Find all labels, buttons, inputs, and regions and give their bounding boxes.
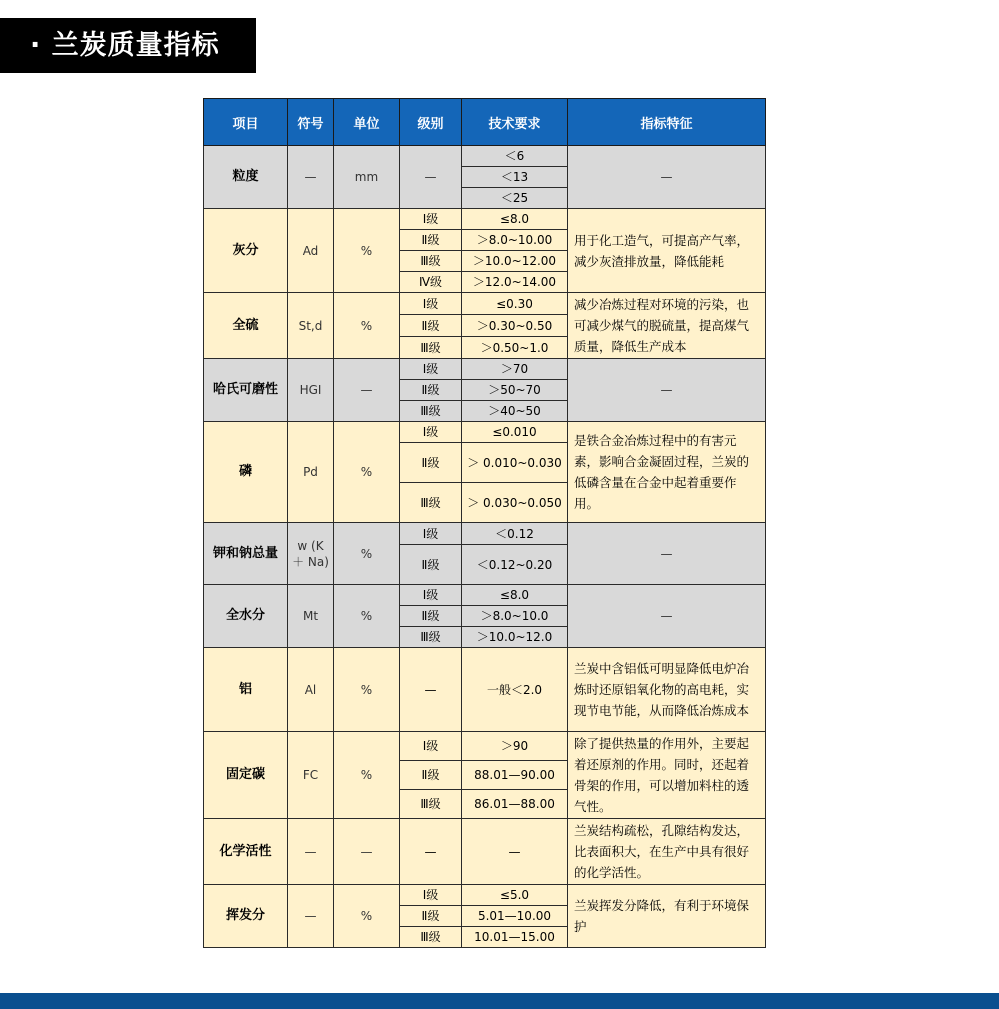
grade-cell: — bbox=[400, 819, 462, 885]
page-title: · 兰炭质量指标 bbox=[0, 18, 256, 73]
item-cell: 挥发分 bbox=[204, 885, 288, 948]
symbol-cell: FC bbox=[288, 732, 334, 819]
symbol-cell: — bbox=[288, 885, 334, 948]
requirement-cell: ≤8.0 bbox=[462, 585, 568, 606]
feature-cell: 减少冶炼过程对环境的污染，也可减少煤气的脱硫量，提高煤气质量，降低生产成本 bbox=[568, 293, 766, 359]
requirement-cell: ＞70 bbox=[462, 359, 568, 380]
grade-cell: Ⅰ级 bbox=[400, 359, 462, 380]
table-row bbox=[204, 359, 766, 380]
feature-cell: 除了提供热量的作用外，主要起着还原剂的作用。同时，还起着骨架的作用，可以增加料柱的透气性。 bbox=[568, 732, 766, 819]
item-cell: 哈氏可磨性 bbox=[204, 359, 288, 422]
unit-cell: — bbox=[334, 819, 400, 885]
feature-cell: — bbox=[568, 146, 766, 209]
item-cell: 全水分 bbox=[204, 585, 288, 648]
requirement-cell: ≤0.30 bbox=[462, 293, 568, 315]
requirement-cell: — bbox=[462, 819, 568, 885]
feature-cell: 兰炭结构疏松，孔隙结构发达，比表面积大，在生产中具有很好的化学活性。 bbox=[568, 819, 766, 885]
feature-cell: 用于化工造气，可提高产气率，减少灰渣排放量，降低能耗 bbox=[568, 209, 766, 293]
requirement-cell: ＜0.12 bbox=[462, 523, 568, 545]
table-row bbox=[204, 648, 766, 732]
requirement-cell: ＞50~70 bbox=[462, 380, 568, 401]
table-row bbox=[204, 523, 766, 545]
grade-cell: Ⅲ级 bbox=[400, 337, 462, 359]
requirement-cell: ≤5.0 bbox=[462, 885, 568, 906]
grade-cell: Ⅰ级 bbox=[400, 523, 462, 545]
unit-cell: % bbox=[334, 732, 400, 819]
table-header-row bbox=[204, 99, 766, 146]
bottom-bar bbox=[0, 993, 999, 1009]
feature-cell: — bbox=[568, 585, 766, 648]
requirement-cell: 5.01—10.00 bbox=[462, 906, 568, 927]
item-cell: 灰分 bbox=[204, 209, 288, 293]
grade-cell: Ⅰ级 bbox=[400, 422, 462, 443]
symbol-cell: — bbox=[288, 146, 334, 209]
requirement-cell: ＜25 bbox=[462, 188, 568, 209]
symbol-cell: w (K ＋ Na) bbox=[288, 523, 334, 585]
grade-cell: Ⅰ级 bbox=[400, 885, 462, 906]
grade-cell: Ⅱ级 bbox=[400, 761, 462, 790]
symbol-cell: Ad bbox=[288, 209, 334, 293]
grade-cell: Ⅱ级 bbox=[400, 443, 462, 483]
header-symbol: 符号 bbox=[288, 99, 334, 146]
grade-cell: Ⅱ级 bbox=[400, 906, 462, 927]
table-row bbox=[204, 885, 766, 906]
requirement-cell: ＜0.12~0.20 bbox=[462, 545, 568, 585]
table-body bbox=[204, 146, 766, 948]
grade-cell: Ⅱ级 bbox=[400, 230, 462, 251]
grade-cell: Ⅲ级 bbox=[400, 401, 462, 422]
grade-cell: Ⅳ级 bbox=[400, 272, 462, 293]
feature-cell: 是铁合金冶炼过程中的有害元素，影响合金凝固过程，兰炭的低磷含量在合金中起着重要作用。 bbox=[568, 422, 766, 523]
table-row bbox=[204, 209, 766, 230]
table-row bbox=[204, 585, 766, 606]
grade-cell: Ⅰ级 bbox=[400, 293, 462, 315]
grade-cell: Ⅰ级 bbox=[400, 209, 462, 230]
grade-cell: Ⅲ级 bbox=[400, 483, 462, 523]
table-row bbox=[204, 732, 766, 761]
requirement-cell: ＞8.0~10.00 bbox=[462, 230, 568, 251]
symbol-cell: Mt bbox=[288, 585, 334, 648]
grade-cell: Ⅲ级 bbox=[400, 927, 462, 948]
item-cell: 粒度 bbox=[204, 146, 288, 209]
requirement-cell: ＞10.0~12.0 bbox=[462, 627, 568, 648]
requirement-cell: ＞0.50~1.0 bbox=[462, 337, 568, 359]
symbol-cell: Al bbox=[288, 648, 334, 732]
grade-cell: — bbox=[400, 648, 462, 732]
header-feature: 指标特征 bbox=[568, 99, 766, 146]
requirement-cell: ≤8.0 bbox=[462, 209, 568, 230]
coke-quality-table bbox=[203, 98, 766, 948]
header-item: 项目 bbox=[204, 99, 288, 146]
unit-cell: % bbox=[334, 523, 400, 585]
requirement-cell: ≤0.010 bbox=[462, 422, 568, 443]
requirement-cell: ＞12.0~14.00 bbox=[462, 272, 568, 293]
table-row bbox=[204, 293, 766, 315]
grade-cell: Ⅲ级 bbox=[400, 627, 462, 648]
header-grade: 级别 bbox=[400, 99, 462, 146]
feature-cell: 兰炭挥发分降低，有利于环境保护 bbox=[568, 885, 766, 948]
grade-cell: Ⅱ级 bbox=[400, 545, 462, 585]
requirement-cell: ＜6 bbox=[462, 146, 568, 167]
item-cell: 钾和钠总量 bbox=[204, 523, 288, 585]
unit-cell: mm bbox=[334, 146, 400, 209]
unit-cell: % bbox=[334, 209, 400, 293]
item-cell: 磷 bbox=[204, 422, 288, 523]
unit-cell: — bbox=[334, 359, 400, 422]
header-unit: 单位 bbox=[334, 99, 400, 146]
requirement-cell: 88.01—90.00 bbox=[462, 761, 568, 790]
unit-cell: % bbox=[334, 648, 400, 732]
symbol-cell: — bbox=[288, 819, 334, 885]
grade-cell: Ⅱ级 bbox=[400, 380, 462, 401]
feature-cell: 兰炭中含铝低可明显降低电炉冶炼时还原铝氧化物的高电耗，实现节电节能，从而降低冶炼成本 bbox=[568, 648, 766, 732]
grade-cell: Ⅲ级 bbox=[400, 251, 462, 272]
requirement-cell: ＞ 0.030~0.050 bbox=[462, 483, 568, 523]
table-row bbox=[204, 819, 766, 885]
unit-cell: % bbox=[334, 885, 400, 948]
table-row bbox=[204, 146, 766, 167]
requirement-cell: 一般＜2.0 bbox=[462, 648, 568, 732]
table-row bbox=[204, 422, 766, 443]
symbol-cell: St,d bbox=[288, 293, 334, 359]
grade-cell: — bbox=[400, 146, 462, 209]
item-cell: 化学活性 bbox=[204, 819, 288, 885]
unit-cell: % bbox=[334, 293, 400, 359]
symbol-cell: Pd bbox=[288, 422, 334, 523]
header-requirement: 技术要求 bbox=[462, 99, 568, 146]
requirement-cell: ＜13 bbox=[462, 167, 568, 188]
symbol-cell: HGI bbox=[288, 359, 334, 422]
feature-cell: — bbox=[568, 359, 766, 422]
grade-cell: Ⅱ级 bbox=[400, 606, 462, 627]
requirement-cell: ＞8.0~10.0 bbox=[462, 606, 568, 627]
requirement-cell: ＞ 0.010~0.030 bbox=[462, 443, 568, 483]
grade-cell: Ⅲ级 bbox=[400, 790, 462, 819]
requirement-cell: 86.01—88.00 bbox=[462, 790, 568, 819]
requirement-cell: ＞40~50 bbox=[462, 401, 568, 422]
feature-cell: — bbox=[568, 523, 766, 585]
unit-cell: % bbox=[334, 422, 400, 523]
grade-cell: Ⅰ级 bbox=[400, 732, 462, 761]
grade-cell: Ⅱ级 bbox=[400, 315, 462, 337]
item-cell: 固定碳 bbox=[204, 732, 288, 819]
requirement-cell: ＞90 bbox=[462, 732, 568, 761]
requirement-cell: ＞0.30~0.50 bbox=[462, 315, 568, 337]
requirement-cell: ＞10.0~12.00 bbox=[462, 251, 568, 272]
unit-cell: % bbox=[334, 585, 400, 648]
item-cell: 全硫 bbox=[204, 293, 288, 359]
grade-cell: Ⅰ级 bbox=[400, 585, 462, 606]
requirement-cell: 10.01—15.00 bbox=[462, 927, 568, 948]
item-cell: 铝 bbox=[204, 648, 288, 732]
